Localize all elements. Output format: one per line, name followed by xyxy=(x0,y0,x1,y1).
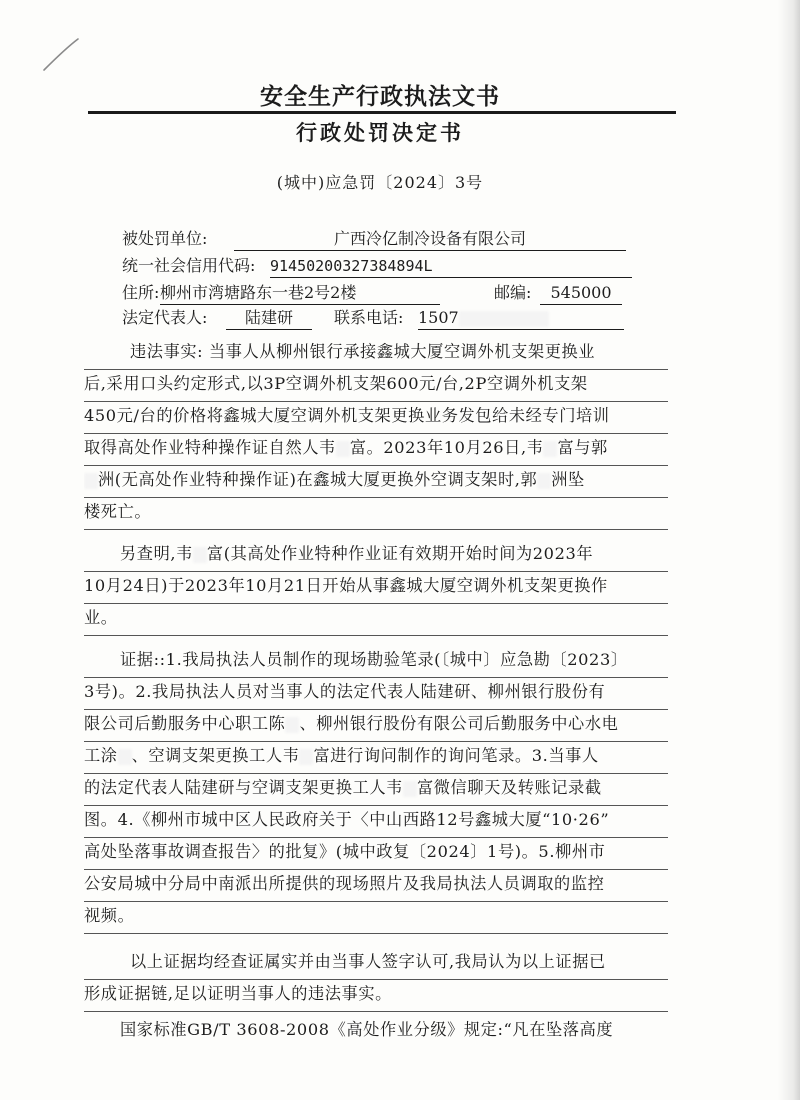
evidence-line-4 xyxy=(84,741,668,774)
name-redaction xyxy=(299,749,313,765)
facts-line-3: 450元/台的价格将鑫城大厦空调外机支架更换业务发包给未经专门培训 xyxy=(84,401,668,434)
document-number: (城中)应急罚〔2024〕3号 xyxy=(276,173,484,192)
conclusion-line-1: 以上证据均经查证属实并由当事人签字认可,我局认为以上证据已 xyxy=(84,947,668,980)
credit-code-row xyxy=(122,255,433,277)
further-line-3: 业。 xyxy=(84,603,668,636)
postcode-value: 545000 xyxy=(540,282,622,305)
evidence-line-9: 视频。 xyxy=(84,901,668,934)
facts-line-4-a: 取得高处作业特种操作证自然人韦 xyxy=(84,438,336,457)
address-row xyxy=(122,282,612,304)
phone-label: 联系电话: xyxy=(334,308,404,327)
page-edge-shadow xyxy=(778,0,800,1100)
name-redaction xyxy=(285,717,299,733)
party-unit-label: 被处罚单位: xyxy=(122,229,208,248)
facts-line-4 xyxy=(84,433,668,466)
name-redaction xyxy=(543,441,557,457)
evidence-line-7: 高处坠落事故调查报告〉的批复》(城中政复〔2024〕1号)。5.柳州市 xyxy=(84,837,668,870)
document-category-title: 安全生产行政执法文书 xyxy=(260,83,500,110)
evidence-line-3-a: 限公司后勤服务中心职工陈 xyxy=(84,714,286,733)
facts-line-6: 楼死亡。 xyxy=(84,497,668,530)
further-line-1-b: 富(其高处作业特种作业证有效期开始时间为2023年 xyxy=(206,544,594,563)
evidence-line-6: 图。4.《柳州市城中区人民政府关于〈中山西路12号鑫城大厦“10·26” xyxy=(84,805,668,838)
evidence-line-4-a: 工涂 xyxy=(84,746,118,765)
credit-code-label: 统一社会信用代码: xyxy=(122,256,256,275)
document-type-title: 行政处罚决定书 xyxy=(296,120,464,145)
party-unit-value: 广西冷亿制冷设备有限公司 xyxy=(234,228,626,251)
representative-row xyxy=(122,307,459,329)
facts-line-5-b: 洲坠 xyxy=(551,470,585,489)
phone-redaction xyxy=(459,311,549,327)
facts-line-4-c: 富与郭 xyxy=(557,438,608,457)
facts-line-1: 违法事实: 当事人从柳州银行承接鑫城大厦空调外机支架更换业 xyxy=(84,337,668,370)
pen-stroke-mark xyxy=(40,36,82,74)
evidence-line-5-a: 的法定代表人陆建研与空调支架更换工人韦 xyxy=(84,778,403,797)
facts-line-4-b: 富。2023年10月26日,韦 xyxy=(349,438,544,457)
further-line-2: 10月24日)于2023年10月21日开始从事鑫城大厦空调外机支架更换作 xyxy=(84,571,668,604)
evidence-line-3 xyxy=(84,709,668,742)
facts-line-2: 后,采用口头约定形式,以3P空调外机支架600元/台,2P空调外机支架 xyxy=(84,369,668,402)
name-redaction xyxy=(537,473,551,489)
phone-value xyxy=(418,307,624,330)
evidence-line-3-b: 、柳州银行股份有限公司后勤服务中心水电 xyxy=(299,714,619,733)
further-line-1 xyxy=(84,539,668,572)
name-redaction xyxy=(403,781,417,797)
evidence-line-5 xyxy=(84,773,668,806)
name-redaction xyxy=(118,749,132,765)
standard-citation-line: 国家标准GB/T 3608-2008《高处作业分级》规定:“凡在坠落高度 xyxy=(120,1020,614,1039)
address-value: 柳州市湾塘路东一巷2号2楼 xyxy=(160,282,440,305)
facts-line-5-a: 洲(无高处作业特种操作证)在鑫城大厦更换外空调支架时,郭 xyxy=(98,470,538,489)
facts-line-5 xyxy=(84,465,668,498)
name-redaction xyxy=(84,473,98,489)
conclusion-line-2: 形成证据链,足以证明当事人的违法事实。 xyxy=(84,979,668,1012)
credit-code-value: 91450200327384894L xyxy=(270,255,632,278)
evidence-line-4-c: 富进行询问制作的询问笔录。3.当事人 xyxy=(313,746,599,765)
representative-value: 陆建研 xyxy=(226,307,312,330)
header-divider xyxy=(88,111,676,114)
name-redaction xyxy=(336,441,350,457)
postcode-label: 邮编: xyxy=(494,283,532,302)
party-unit-row xyxy=(122,228,526,250)
name-redaction xyxy=(193,547,207,563)
further-line-1-a: 另查明,韦 xyxy=(120,544,193,563)
phone-number-visible-part: 1507 xyxy=(418,308,459,327)
evidence-line-5-b: 富微信聊天及转账记录截 xyxy=(416,778,602,797)
evidence-line-8: 公安局城中分局中南派出所提供的现场照片及我局执法人员调取的监控 xyxy=(84,869,668,902)
address-label: 住所: xyxy=(122,283,160,302)
evidence-line-2: 3号)。2.我局执法人员对当事人的法定代表人陆建研、柳州银行股份有 xyxy=(84,677,668,710)
evidence-line-1: 证据::1.我局执法人员制作的现场勘验笔录(〔城中〕应急勘〔2023〕 xyxy=(84,645,668,678)
evidence-line-4-b: 、空调支架更换工人韦 xyxy=(131,746,300,765)
representative-label: 法定代表人: xyxy=(122,308,208,327)
